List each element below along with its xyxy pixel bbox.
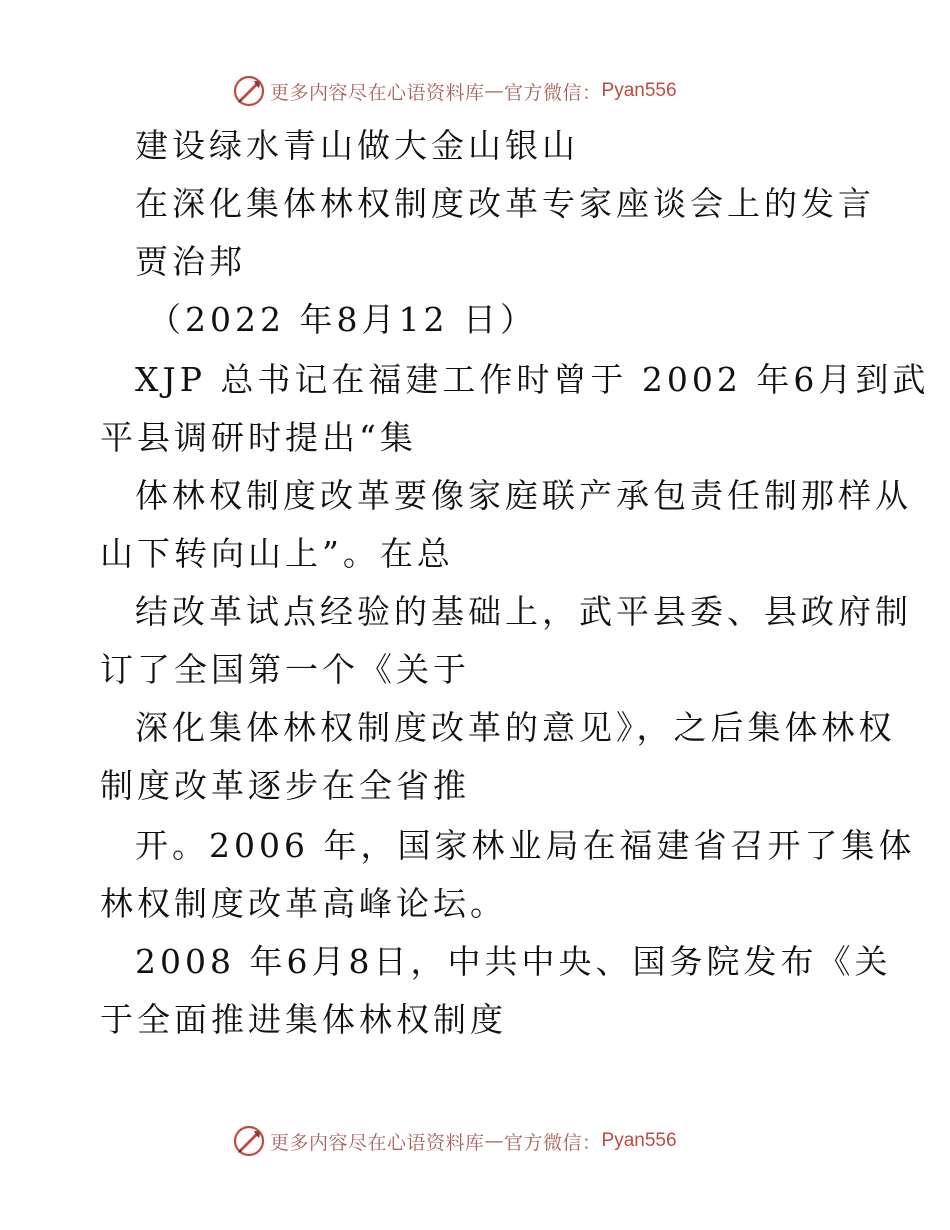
watermark-text: 更多内容尽在心语资料库 bbox=[270, 1131, 485, 1154]
watermark-official: 官方微信： bbox=[504, 1131, 602, 1154]
watermark-footer bbox=[232, 1124, 677, 1158]
quill-logo-icon bbox=[232, 74, 266, 108]
watermark-wechat-id: Pyan556 bbox=[601, 80, 677, 101]
doc-line: 制度改革逐步在全省推 bbox=[100, 766, 470, 805]
doc-line: 林权制度改革高峰论坛。 bbox=[100, 884, 507, 923]
quill-logo-icon bbox=[232, 1124, 266, 1158]
watermark-dash: — bbox=[484, 80, 505, 102]
doc-line: XJP 总书记在福建工作时曾于 2002 年6月到武 bbox=[135, 360, 930, 399]
doc-line: 开。2006 年，国家林业局在福建省召开了集体 bbox=[135, 826, 916, 865]
watermark-official: 官方微信： bbox=[504, 81, 602, 104]
doc-subtitle: 在深化集体林权制度改革专家座谈会上的发言 bbox=[135, 184, 875, 223]
watermark-text: 更多内容尽在心语资料库 bbox=[270, 81, 485, 104]
doc-line: 山下转向山上”。在总 bbox=[100, 534, 454, 573]
watermark-wechat-id: Pyan556 bbox=[601, 1130, 677, 1151]
doc-line: 平县调研时提出“集 bbox=[100, 418, 417, 457]
doc-line: 订了全国第一个《关于 bbox=[100, 650, 470, 689]
doc-date: （2022 年8月12 日） bbox=[148, 300, 537, 339]
doc-line: 体林权制度改革要像家庭联产承包责任制那样从 bbox=[135, 476, 912, 515]
doc-line: 2008 年6月8日，中共中央、国务院发布《关 bbox=[135, 942, 892, 981]
doc-line: 于全面推进集体林权制度 bbox=[100, 1000, 507, 1039]
doc-title: 建设绿水青山做大金山银山 bbox=[135, 126, 579, 165]
watermark-dash: — bbox=[484, 1130, 505, 1152]
doc-line: 深化集体林权制度改革的意见》，之后集体林权 bbox=[135, 708, 896, 747]
doc-line: 结改革试点经验的基础上，武平县委、县政府制 bbox=[135, 592, 912, 631]
doc-author: 贾治邦 bbox=[135, 242, 246, 281]
watermark-header bbox=[232, 74, 677, 108]
